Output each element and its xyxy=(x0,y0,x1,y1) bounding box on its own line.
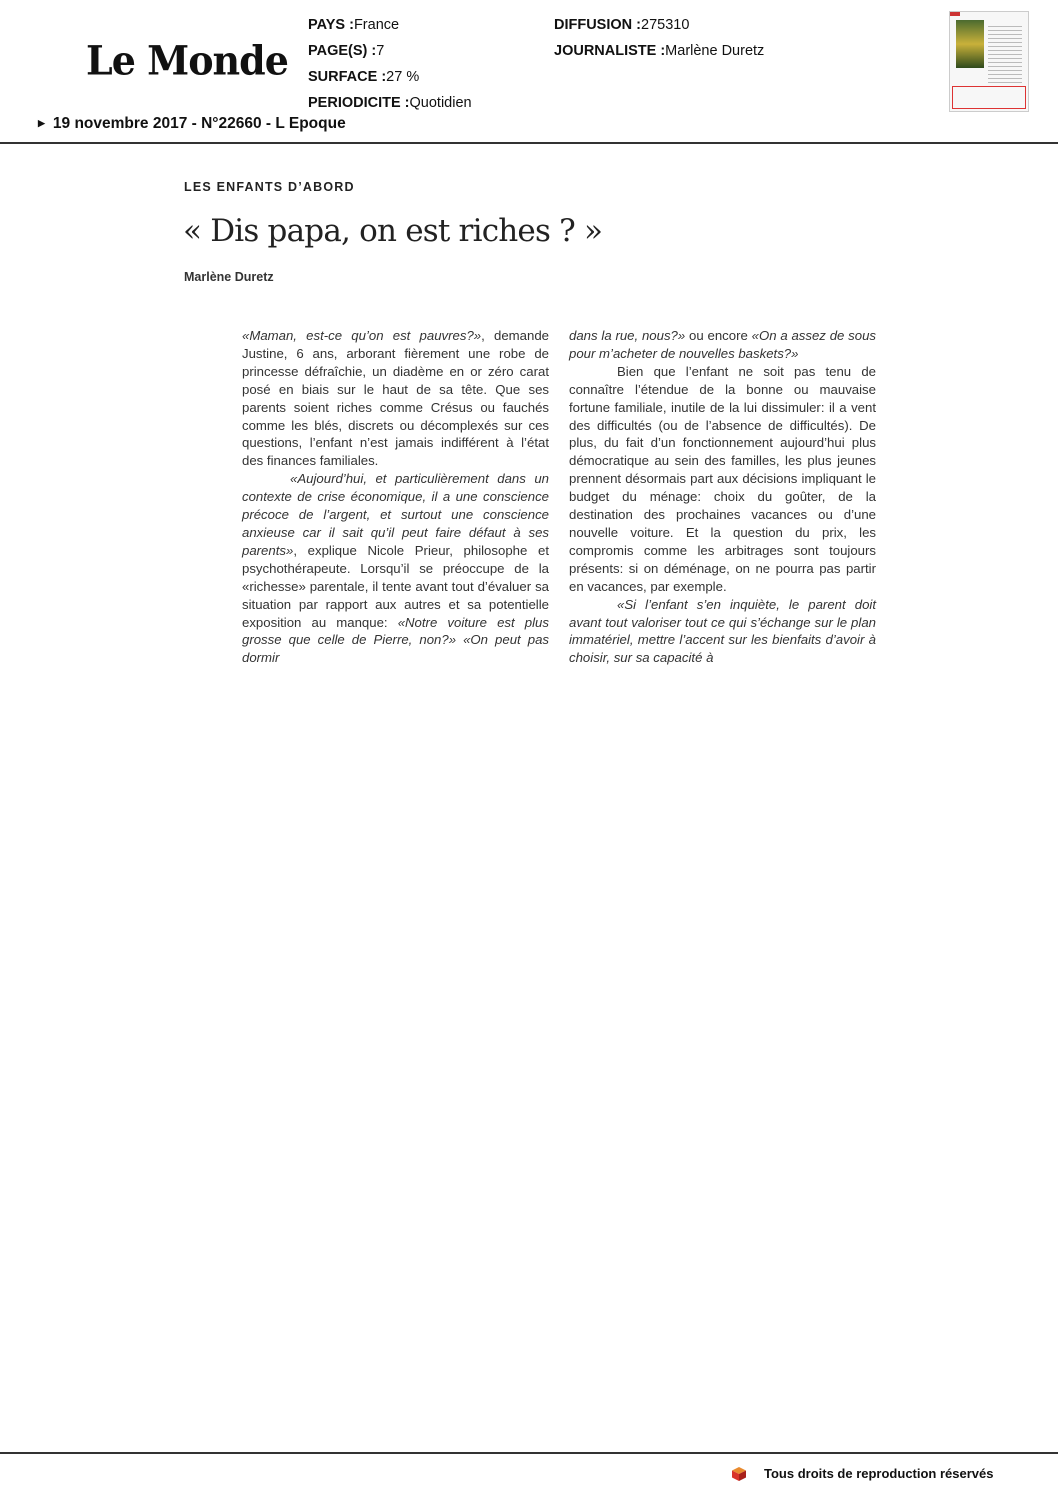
paragraph: «Aujourd’hui, et particulièrement dans un contexte de crise économique, il a une conscience précoce de l’argent, et surtout une conscience anxieuse car il sait qu’il peut faire défaut à ses parents», explique Nicole Prieur, philosophe et psychothérapeute. Lorsqu’il se préoccupe de la «richesse» parentale, il tente avant tout d’évaluer sa situation par rapport aux autres et sa potentielle exposition au manque: «Notre voiture est plus grosse que celle de Pierre, non?» «On peut pas dormir xyxy=(242,471,549,666)
thumbnail-image xyxy=(956,20,984,68)
meta-diffusion: DIFFUSION :275310 xyxy=(554,17,690,33)
paragraph: «Maman, est-ce qu’on est pauvres?», demande Justine, 6 ans, arborant fièrement une robe de princesse défraîchie, un diadème en or zéro carat posé en biais sur le haut de sa tête. Que ses parents soient riches comme Crésus ou fauchés comme les blés, discrets ou décomplexés sur ces questions, l’enfant n’est jamais indifférent à l’état des finances familiales. xyxy=(242,328,549,469)
article-byline: Marlène Duretz xyxy=(184,270,274,284)
copyright-notice: Tous droits de reproduction réservés xyxy=(764,1466,994,1481)
meta-surface: SURFACE :27 % xyxy=(308,69,420,85)
page-thumbnail[interactable] xyxy=(949,11,1029,112)
article-column-1 xyxy=(242,327,549,667)
footer-divider xyxy=(0,1452,1058,1454)
meta-pages: PAGE(S) :7 xyxy=(308,43,385,59)
triangle-right-icon: ▶ xyxy=(38,118,45,129)
thumbnail-text xyxy=(988,26,1022,86)
paragraph: «Si l’enfant s’en inquiète, le parent doit avant tout valoriser tout ce qui s’échange sur le plan immatériel, mettre l’accent sur les bienfaits d’avoir à choisir, sur sa capacité à xyxy=(569,596,876,666)
thumbnail-highlight-box xyxy=(952,86,1026,109)
paragraph: dans la rue, nous?» ou encore «On a assez de sous pour m’acheter de nouvelles baskets?» xyxy=(569,328,877,361)
thumbnail-tag xyxy=(950,12,960,16)
article-title: « Dis papa, on est riches ? » xyxy=(183,213,603,249)
cube-logo-icon xyxy=(732,1467,746,1481)
meta-periodicite: PERIODICITE :Quotidien xyxy=(308,95,472,111)
article-rubric: LES ENFANTS D’ABORD xyxy=(184,180,355,194)
paragraph: Bien que l’enfant ne soit pas tenu de connaître l’étendue de la bonne ou mauvaise fortune familiale, inutile de la lui dissimuler: il a vent des difficultés (ou de l’absence de difficultés). De plus, du fait d’un fonctionnement aujourd’hui plus démocratique au sein des familles, les plus jeunes prennent désormais part aux décisions impliquant le budget du ménage: choix du goûter, de la destination des prochaines vacances ou d’une nouvelle voiture. Et la question du prix, les compromis comme les arbitrages sont toujours présents: si on déménage, on ne pourra pas partir en vacances, par exemple. xyxy=(569,363,876,594)
meta-pays: PAYS :France xyxy=(308,17,400,33)
newspaper-logo: Le Monde xyxy=(86,36,288,85)
header-divider xyxy=(0,142,1058,144)
article-column-2 xyxy=(569,327,876,667)
dateline: ▶ 19 novembre 2017 - N°22660 - L Epoque xyxy=(38,115,346,132)
meta-journaliste: JOURNALISTE :Marlène Duretz xyxy=(554,43,765,59)
